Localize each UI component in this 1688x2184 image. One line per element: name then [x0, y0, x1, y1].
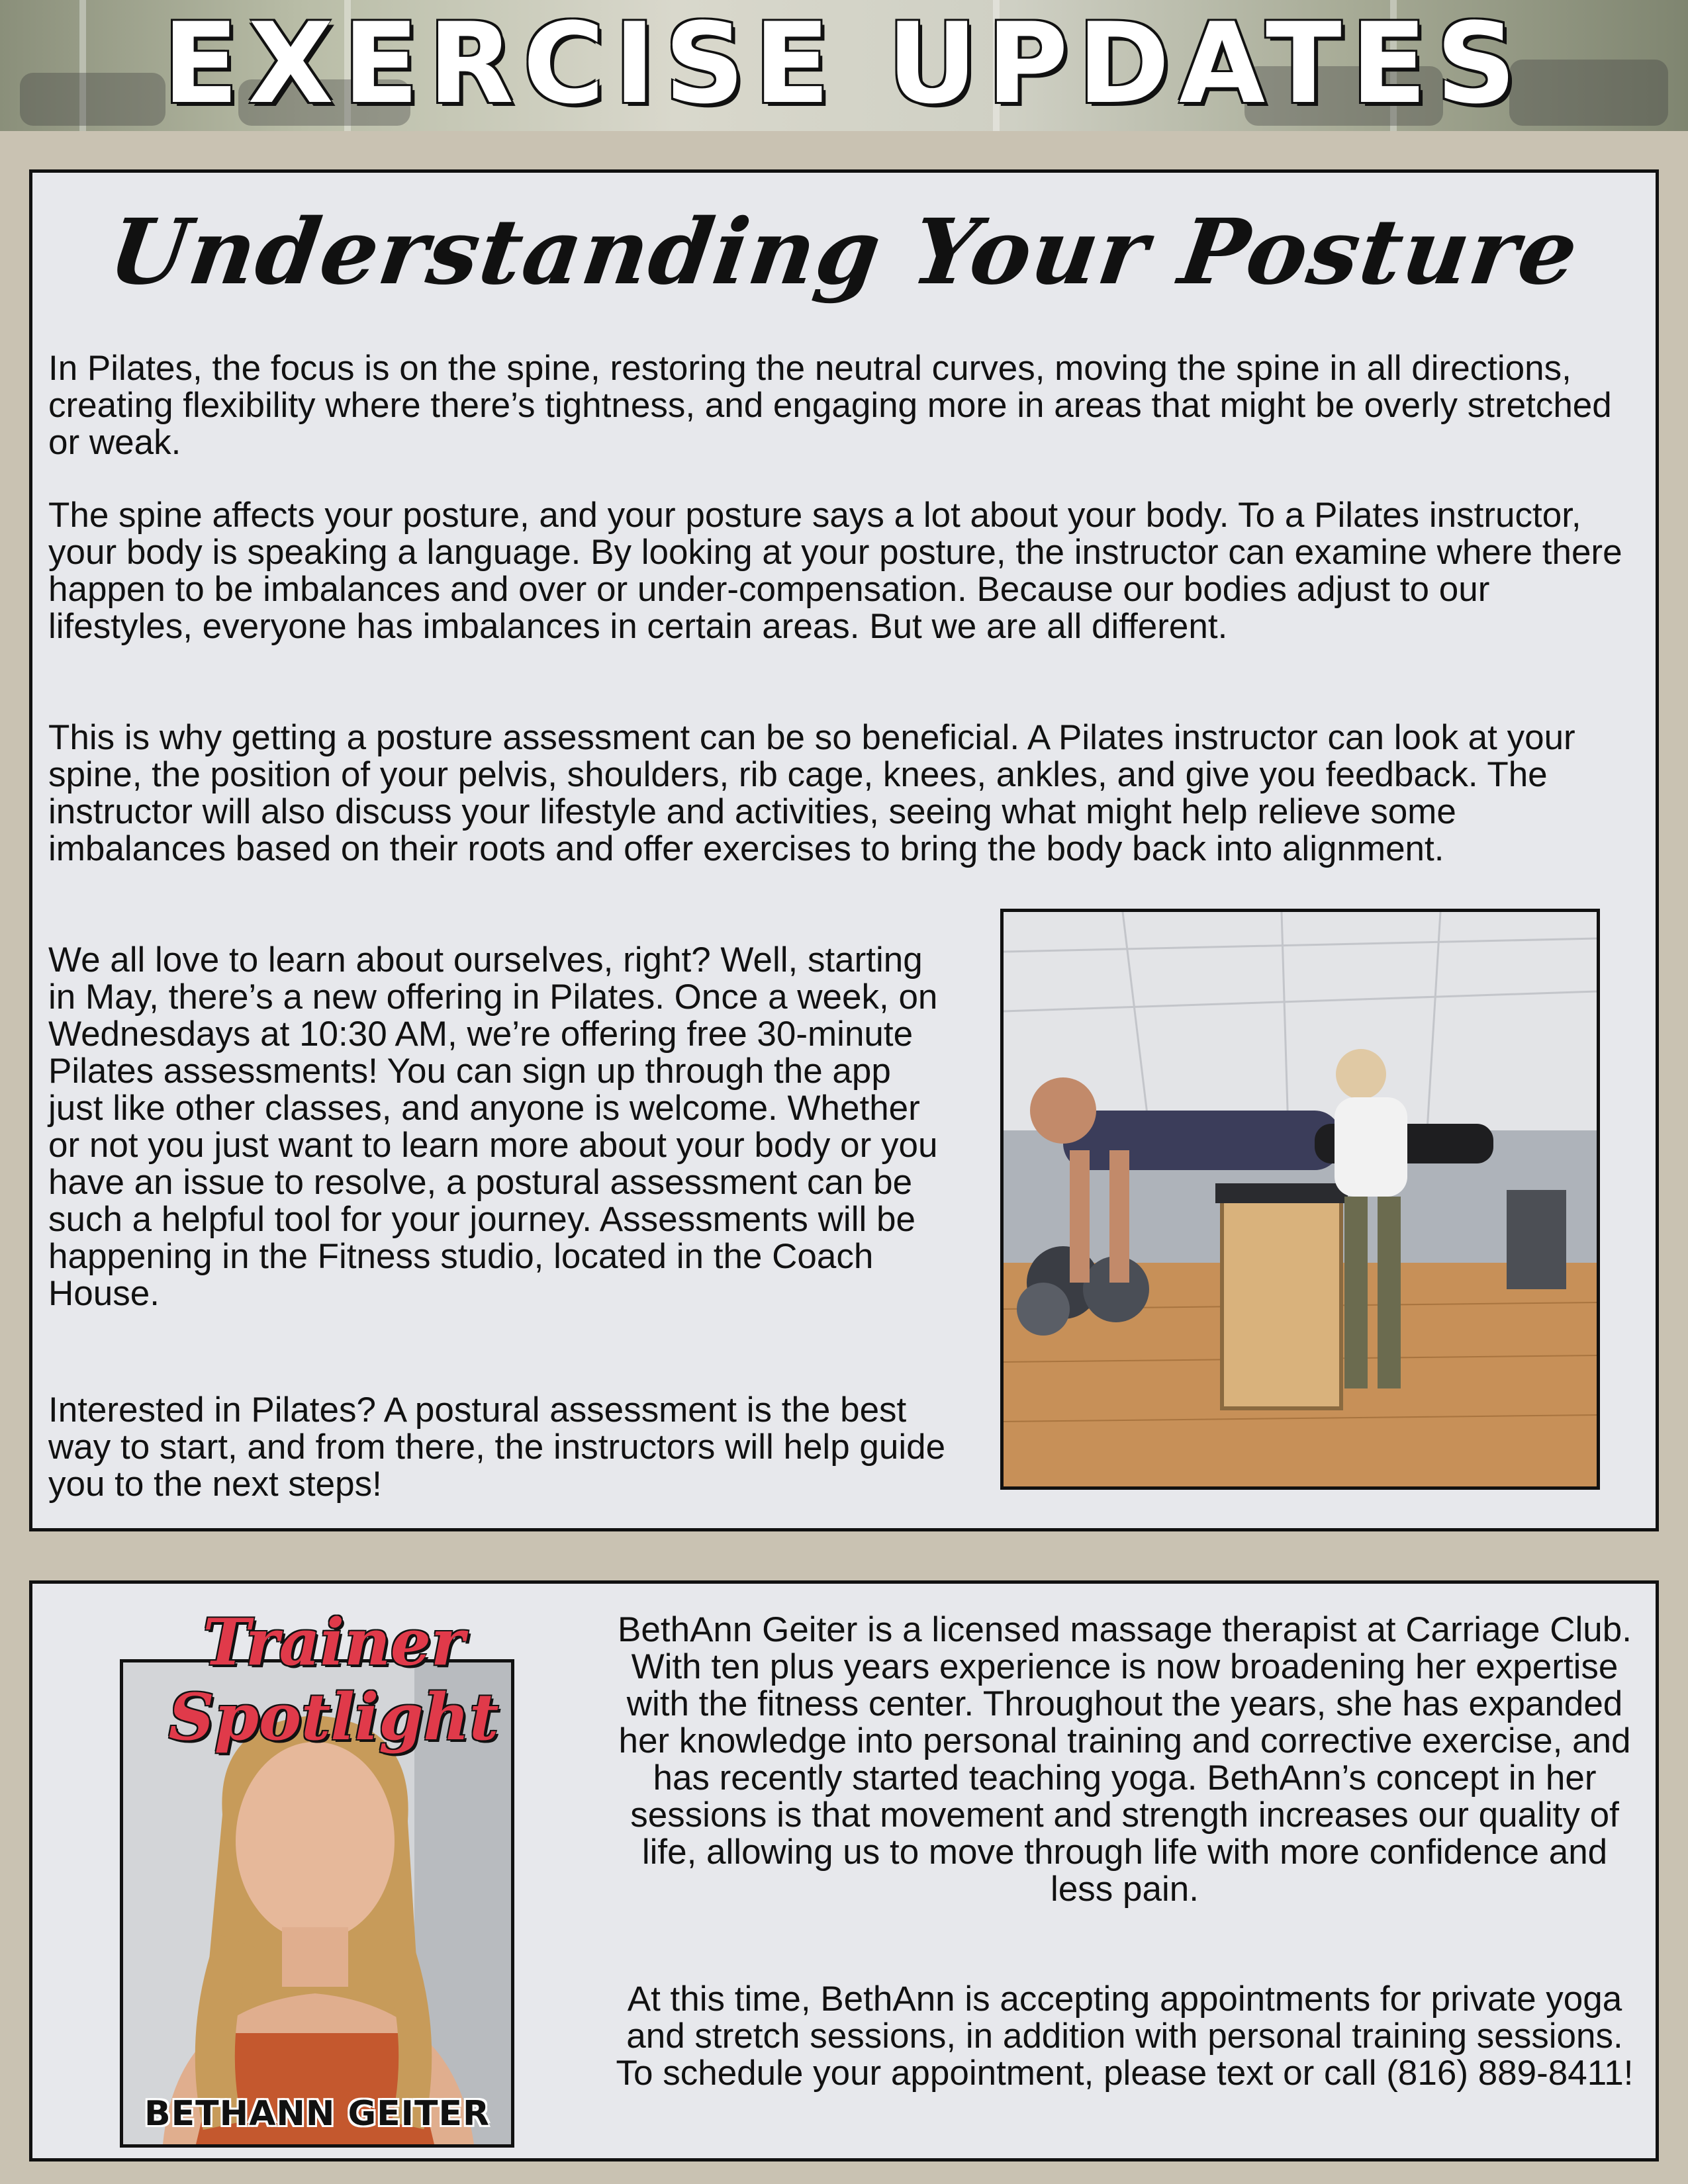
article-title: Understanding Your Posture [103, 199, 1585, 305]
pilates-photo [1000, 909, 1600, 1490]
trainer-appointment-info: At this time, BethAnn is accepting appointments for private yoga and stretch sessions, in addition with personal training sessions. To schedule your appointment, please text or call (816) 889-8411! [616, 1979, 1634, 2093]
paragraph-text: This is why getting a posture assessment can be so beneficial. A Pilates instructor can look at your spine, the position of your pelvis, shoulders, rib cage, knees, ankles, and give you feedback. The instructor will also discuss your lifestyle and activities, seeing what might help relieve some imbalances based on their roots and offer exercises to bring the body back into alignment. [48, 718, 1575, 868]
article-paragraph [48, 1392, 955, 1503]
article-paragraph [48, 497, 1637, 645]
paragraph-text: In Pilates, the focus is on the spine, restoring the neutral curves, moving the spine in all directions, creating flexibility where there’s tightness, and engaging more in areas that might be overly stretched or weak. [48, 349, 1612, 462]
article-paragraph [48, 719, 1637, 868]
paragraph-text: Interested in Pilates? A postural assessment is the best way to start, and from there, the instructors will help guide you to the next steps! [48, 1390, 946, 1504]
spotlight-title: Trainer Spotlight [168, 1605, 499, 1754]
header-banner [0, 0, 1688, 131]
trainer-bio: BethAnn Geiter is a licensed massage therapist at Carriage Club. With ten plus years experience is now broadening her expertise with the fitness center. Throughout the years, she has expanded her knowledge into personal training and corrective exercise, and has recently started teaching yoga. BethAnn’s concept in her sessions is that movement and strength increases our quality of life, allowing us to move through life with more confidence and less pain. [618, 1610, 1632, 1909]
article-paragraph [48, 350, 1637, 461]
article-paragraph [48, 942, 955, 1312]
paragraph-text: The spine affects your posture, and your posture says a lot about your body. To a Pilates instructor, your body is speaking a language. By looking at your posture, the instructor can examine where there happen to be imbalances and over or under-compensation. Because our bodies adjust to our lifestyles, everyone has imbalances in certain areas. But we are all different. [48, 496, 1622, 646]
trainer-name: BETHANN GEITER [144, 2094, 491, 2134]
page-title: EXERCISE UPDATES [162, 0, 1526, 128]
trainer-spotlight-panel [29, 1580, 1659, 2161]
article-panel [29, 169, 1659, 1531]
pilates-photo-illustration [1004, 912, 1597, 1486]
paragraph-text: We all love to learn about ourselves, right? Well, starting in May, there’s a new offering in Pilates. Once a week, on Wednesdays at 10:30 AM, we’re offering free 30-minute Pilates assessments! You can sign up through the app just like other classes, and anyone is welcome. Whether or not you just want to learn more about your body or you have an issue to resolve, a postural assessment can be such a helpful tool for your journey. Assessments will be happening in the Fitness studio, located in the Coach House. [48, 940, 938, 1313]
